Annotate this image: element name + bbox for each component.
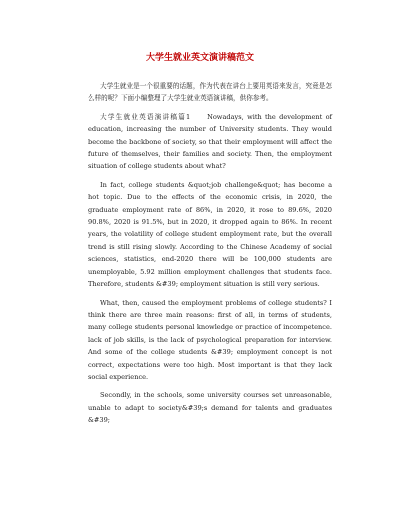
paragraph-intro: 大学生就业是一个很重要的话题，作为代表在讲台上要用英语来发言，究竟是怎么样的呢？下面小编整理了大学生就业英语演讲稿，供你参考。 xyxy=(88,82,332,103)
document-body xyxy=(88,80,332,433)
paragraph-schools: Secondly, in the schools, some university courses set unreasonable, unable to adapt to society&#39;s demand for talents and graduates &#39; xyxy=(88,391,332,425)
paragraph-reasons: What, then, caused the employment problems of college students? I think there are three main reasons: first of all, in terms of students, many college students personal knowledge or practice of incompetence. lack of job skills, is the lack of psychological preparation for interview. And some of the college students &#39; employment concept is not correct, expectations were too high. Most important is that they lack social experience. xyxy=(88,298,332,381)
paragraph-speech-1: 大学生就业英语演讲稿篇1 Nowadays, with the development of education, increasing the number of University students. They would become the backbone of society, so that their employment will affect the future of themselves, their families and society. Then, the employment situation of college students about what? xyxy=(88,112,332,171)
document-title: 大学生就业英文演讲稿范文 xyxy=(145,53,254,63)
paragraph-job-challenge: In fact, college students &quot;job challenge&quot; has become a hot topic. Due to the effects of the economic crisis, in 2020, the graduate employment rate of 86%, in 2020, it rose to 89.6%, 2020 90.8%, 2020 is 91.5%, but in 2020, it dropped again to 86%. In recent years, the volatility of college student employment rate, but the overall trend is still rising slowly. According to the Chinese Academy of social sciences, statistics, end-2020 there will be 100,000 students are unemployable, 5.92 million employment challenges that students face. Therefore, students &#39; employment situation is still very serious. xyxy=(88,180,332,289)
